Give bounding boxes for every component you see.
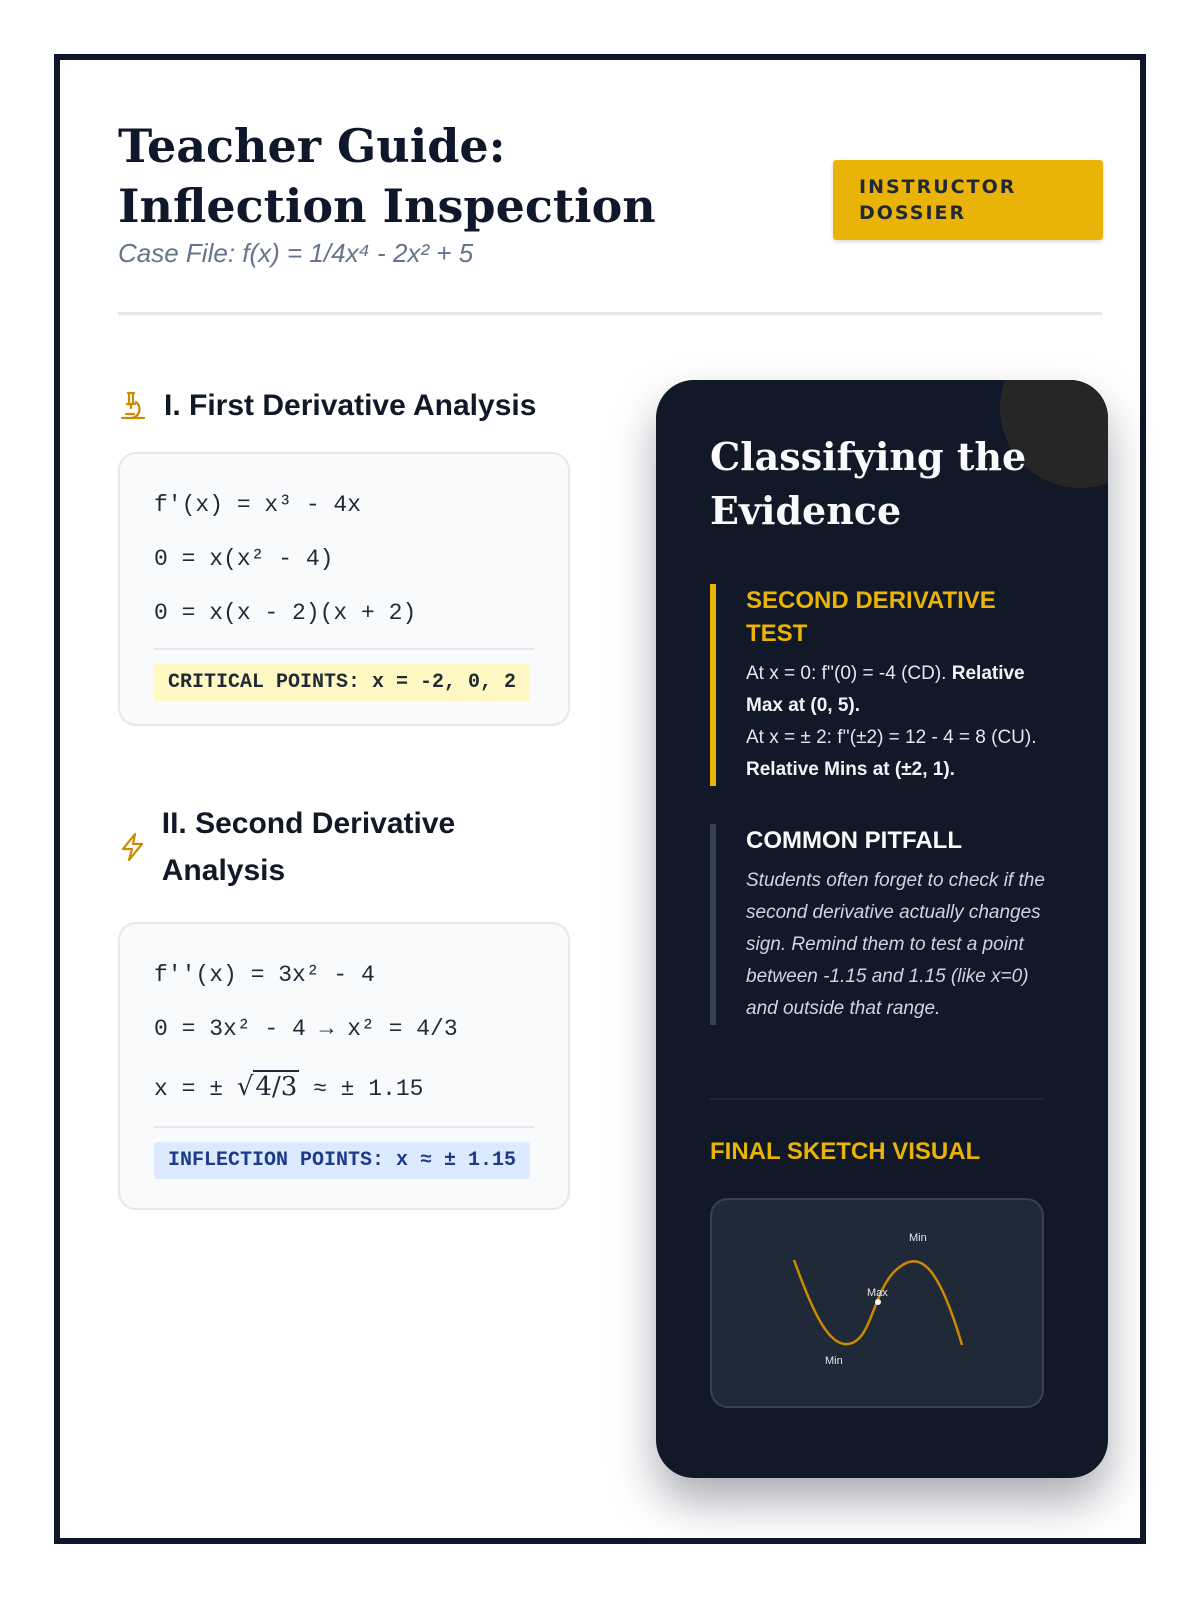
pitfall-heading: COMMON PITFALL bbox=[746, 827, 962, 854]
first-derivative-heading bbox=[118, 382, 578, 429]
math-line: f''(x) = 3x² - 4 bbox=[154, 962, 375, 988]
page-title: Teacher Guide: Inflection Inspection bbox=[118, 119, 656, 233]
instructor-dossier-badge: INSTRUCTOR DOSSIER bbox=[833, 160, 1103, 240]
sqrt-suffix: ≈ ± 1.15 bbox=[313, 1076, 424, 1102]
lightning-icon bbox=[118, 831, 150, 863]
first-derivative-box bbox=[118, 452, 570, 726]
test-line2-bold: Relative Mins at (±2, 1). bbox=[746, 759, 955, 780]
pitfall-body: Students often forget to check if the second derivative actually changes sign. Remind them to test a point between -1.15 and 1.15 (like x=0) and outside that range. bbox=[746, 870, 1045, 1019]
second-derivative-heading-text: II. Second Derivative Analysis bbox=[161, 807, 456, 887]
first-derivative-heading-text: I. First Derivative Analysis bbox=[164, 389, 537, 422]
math-line: 0 = 3x² - 4 → x² = 4/3 bbox=[154, 1016, 458, 1042]
inflection-points-result: INFLECTION POINTS: x ≈ ± 1.15 bbox=[154, 1142, 530, 1179]
test-line1: At x = 0: f''(0) = -4 (CD). bbox=[746, 663, 947, 684]
box-divider bbox=[154, 1126, 534, 1128]
label-min-bottom: Min bbox=[825, 1355, 843, 1367]
critical-points-result: CRITICAL POINTS: x = -2, 0, 2 bbox=[154, 664, 530, 701]
second-derivative-heading bbox=[118, 800, 558, 894]
label-max: Max bbox=[867, 1287, 888, 1299]
test-line2: At x = ± 2: f''(±2) = 12 - 4 = 8 (CU). bbox=[746, 727, 1037, 748]
final-sketch-visual bbox=[710, 1198, 1044, 1408]
second-derivative-box bbox=[118, 922, 570, 1210]
test-line1-bold: Relative Max at (0, 5). bbox=[746, 663, 1025, 716]
second-derivative-test-block bbox=[710, 584, 1054, 786]
case-file-subtitle: Case File: f(x) = 1/4x⁴ - 2x² + 5 bbox=[118, 238, 474, 268]
panel-divider bbox=[710, 1098, 1044, 1100]
final-sketch-heading: FINAL SKETCH VISUAL bbox=[710, 1138, 981, 1165]
math-line: f'(x) = x³ - 4x bbox=[154, 492, 362, 518]
microscope-icon bbox=[118, 390, 152, 422]
math-line: 0 = x(x² - 4) bbox=[154, 546, 334, 572]
common-pitfall-block bbox=[710, 824, 1054, 1025]
evidence-panel bbox=[656, 380, 1108, 1478]
math-line-sqrt bbox=[154, 1056, 534, 1118]
math-line: 0 = x(x - 2)(x + 2) bbox=[154, 600, 417, 626]
sketch-graph bbox=[712, 1200, 1042, 1406]
test-body bbox=[746, 658, 1054, 786]
radicand: 4/3 bbox=[255, 1072, 298, 1102]
box-divider bbox=[154, 648, 534, 650]
panel-title: Classifying the Evidence bbox=[710, 434, 1027, 533]
test-heading: SECOND DERIVATIVE TEST bbox=[746, 587, 996, 647]
sqrt-prefix: x = ± bbox=[154, 1076, 224, 1102]
header-divider bbox=[118, 312, 1102, 315]
max-point-marker bbox=[875, 1299, 881, 1305]
page-frame bbox=[54, 54, 1146, 1544]
label-min-top: Min bbox=[909, 1232, 927, 1244]
square-root: √4/3 bbox=[236, 1072, 298, 1102]
